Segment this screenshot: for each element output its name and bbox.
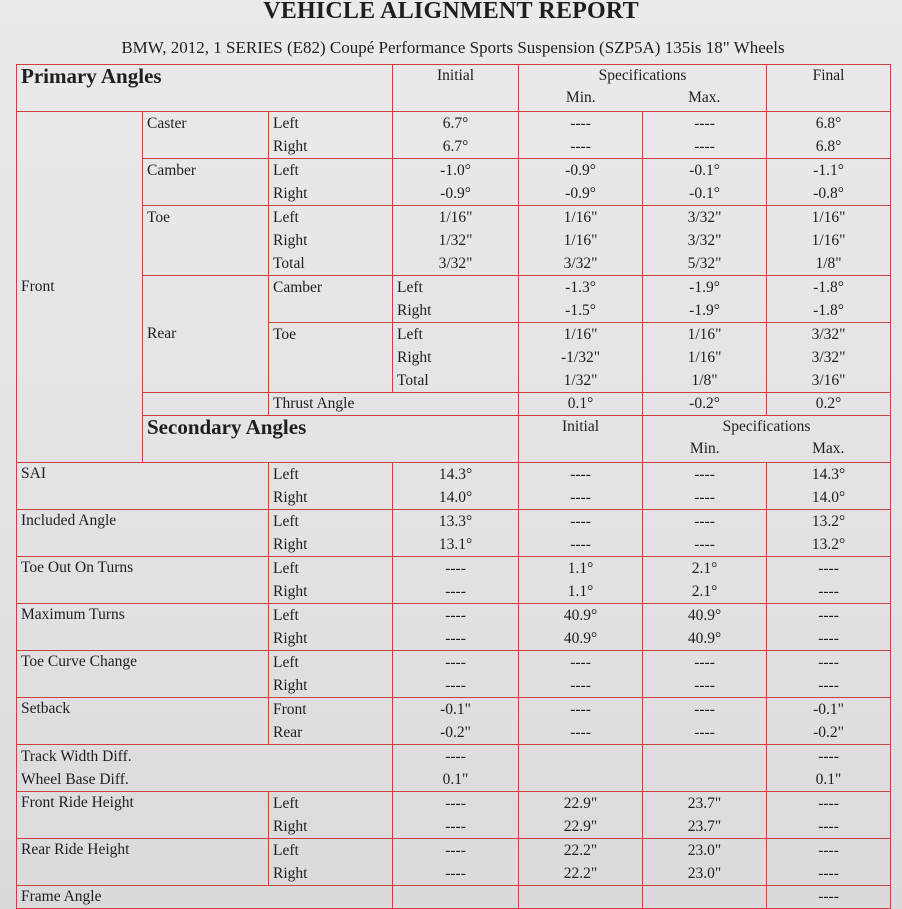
table-row — [17, 886, 891, 909]
toe-curve-min: ---- ---- — [519, 651, 643, 698]
toe-curve-initial: ---- ---- — [393, 651, 519, 698]
secondary-initial-header: Initial — [519, 416, 643, 463]
rear-label: Rear — [143, 276, 269, 393]
included-angle-initial: 13.3° 13.1° — [393, 510, 519, 557]
sai-final: 14.3° 14.0° — [767, 463, 891, 510]
primary-spec-header — [519, 65, 767, 112]
setback-final: -0.1" -0.2" — [767, 698, 891, 745]
table-row — [17, 651, 891, 698]
toe-curve-final: ---- ---- — [767, 651, 891, 698]
thrust-blank — [143, 393, 269, 416]
sai-label: SAI — [17, 463, 269, 510]
toe-curve-max: ---- ---- — [643, 651, 767, 698]
front-toe-label: Toe — [143, 206, 269, 276]
frame-angle-initial-blank — [393, 886, 519, 909]
front-toe-final: 1/16" 1/16" 1/8" — [767, 206, 891, 276]
table-row — [17, 698, 891, 745]
caster-label: Caster — [143, 112, 269, 159]
max-turns-final: ---- ---- — [767, 604, 891, 651]
frame-angle-label: Frame Angle — [17, 886, 393, 909]
rear-camber-initial: -1.3° -1.5° — [519, 276, 643, 323]
toe-out-max: 2.1° 2.1° — [643, 557, 767, 604]
front-toe-sides: Left Right Total — [269, 206, 393, 276]
included-angle-final: 13.2° 13.2° — [767, 510, 891, 557]
caster-initial: 6.7° 6.7° — [393, 112, 519, 159]
front-camber-final: -1.1° -0.8° — [767, 159, 891, 206]
secondary-spec-header — [643, 416, 891, 463]
rear-camber-min: -1.9° -1.9° — [643, 276, 767, 323]
primary-min-label: Min. — [565, 89, 596, 106]
thrust-angle-label: Thrust Angle — [269, 393, 519, 416]
max-turns-sides: Left Right — [269, 604, 393, 651]
toe-curve-change-label: Toe Curve Change — [17, 651, 269, 698]
included-angle-label: Included Angle — [17, 510, 269, 557]
rear-toe-min: 1/16" 1/16" 1/8" — [643, 323, 767, 393]
rear-ride-min: 22.2" 22.2" — [519, 839, 643, 886]
wheel-base-label: Wheel Base Diff. — [21, 771, 129, 788]
rear-toe-max: 3/32" 3/32" 3/16" — [767, 323, 891, 393]
track-width-label: Track Width Diff. — [21, 748, 132, 765]
rear-camber-label: Camber — [269, 276, 393, 323]
included-angle-sides: Left Right — [269, 510, 393, 557]
table-row — [17, 276, 891, 323]
toe-out-min: 1.1° 1.1° — [519, 557, 643, 604]
front-toe-initial: 1/16" 1/32" 3/32" — [393, 206, 519, 276]
primary-max-label: Max. — [688, 89, 721, 106]
front-label: Front — [17, 112, 143, 463]
sai-initial: 14.3° 14.0° — [393, 463, 519, 510]
table-row — [17, 112, 891, 159]
front-camber-max: -0.1° -0.1° — [643, 159, 767, 206]
primary-final-header: Final — [767, 65, 891, 112]
secondary-angles-heading: Secondary Angles — [143, 416, 519, 463]
table-row — [17, 159, 891, 206]
report-title: VEHICLE ALIGNMENT REPORT — [263, 0, 639, 24]
sai-sides: Left Right — [269, 463, 393, 510]
toe-out-sides: Left Right — [269, 557, 393, 604]
front-toe-max: 3/32" 3/32" 5/32" — [643, 206, 767, 276]
caster-max: ---- ---- — [643, 112, 767, 159]
vehicle-subtitle: BMW, 2012, 1 SERIES (E82) Coupé Performance Sports Suspension (SZP5A) 135is 18" Wheels — [121, 38, 785, 57]
toe-out-on-turns-label: Toe Out On Turns — [17, 557, 269, 604]
toe-out-initial: ---- ---- — [393, 557, 519, 604]
rear-toe-sides: Left Right Total — [393, 323, 519, 393]
max-turns-max: 40.9° 40.9° — [643, 604, 767, 651]
setback-sides: Front Rear — [269, 698, 393, 745]
included-angle-min: ---- ---- — [519, 510, 643, 557]
rear-toe-label: Toe — [269, 323, 393, 393]
table-row — [17, 557, 891, 604]
track-wheelbase-min-blank — [519, 745, 643, 792]
track-wheelbase-final: ---- 0.1" — [767, 745, 891, 792]
front-camber-initial: -1.0° -0.9° — [393, 159, 519, 206]
primary-minmax-labels — [519, 87, 766, 109]
secondary-spec-label: Specifications — [722, 418, 811, 435]
setback-max: ---- ---- — [643, 698, 767, 745]
rear-ride-final: ---- ---- — [767, 839, 891, 886]
front-toe-min: 1/16" 1/16" 3/32" — [519, 206, 643, 276]
rear-ride-height-label: Rear Ride Height — [17, 839, 269, 886]
front-ride-min: 22.9" 22.9" — [519, 792, 643, 839]
front-camber-label: Camber — [143, 159, 269, 206]
caster-sides: Left Right — [269, 112, 393, 159]
front-ride-sides: Left Right — [269, 792, 393, 839]
setback-label: Setback — [17, 698, 269, 745]
table-row — [17, 206, 891, 276]
primary-initial-header: Initial — [393, 65, 519, 112]
sai-max: ---- ---- — [643, 463, 767, 510]
track-wheelbase-max-blank — [643, 745, 767, 792]
front-ride-max: 23.7" 23.7" — [643, 792, 767, 839]
toe-out-final: ---- ---- — [767, 557, 891, 604]
frame-angle-final: ---- — [767, 886, 891, 909]
sai-min: ---- ---- — [519, 463, 643, 510]
primary-header-row — [17, 65, 891, 112]
rear-camber-max: -1.8° -1.8° — [767, 276, 891, 323]
front-ride-height-label: Front Ride Height — [17, 792, 269, 839]
front-ride-initial: ---- ---- — [393, 792, 519, 839]
alignment-table — [16, 64, 891, 909]
front-ride-final: ---- ---- — [767, 792, 891, 839]
table-row — [17, 792, 891, 839]
track-wheelbase-initial: ---- 0.1" — [393, 745, 519, 792]
setback-initial: -0.1" -0.2" — [393, 698, 519, 745]
rear-toe-initial: 1/16" -1/32" 1/32" — [519, 323, 643, 393]
thrust-initial: 0.1° — [519, 393, 643, 416]
caster-min: ---- ---- — [519, 112, 643, 159]
secondary-max-label: Max. — [812, 440, 845, 457]
setback-min: ---- ---- — [519, 698, 643, 745]
secondary-minmax-labels — [643, 438, 890, 460]
max-turns-min: 40.9° 40.9° — [519, 604, 643, 651]
table-row — [17, 745, 891, 792]
rear-ride-sides: Left Right — [269, 839, 393, 886]
primary-angles-heading: Primary Angles — [17, 65, 393, 112]
table-row — [17, 510, 891, 557]
rear-camber-sides: Left Right — [393, 276, 519, 323]
table-row — [17, 463, 891, 510]
table-row — [17, 604, 891, 651]
secondary-header-row — [17, 416, 891, 463]
table-row — [17, 839, 891, 886]
frame-angle-min-blank — [519, 886, 643, 909]
primary-spec-label: Specifications — [598, 67, 687, 84]
thrust-min: -0.2° — [643, 393, 767, 416]
track-wheelbase-labels — [17, 745, 393, 792]
rear-ride-max: 23.0" 23.0" — [643, 839, 767, 886]
thrust-max: 0.2° — [767, 393, 891, 416]
max-turns-initial: ---- ---- — [393, 604, 519, 651]
table-row — [17, 393, 891, 416]
secondary-min-label: Min. — [689, 440, 720, 457]
frame-angle-max-blank — [643, 886, 767, 909]
front-camber-sides: Left Right — [269, 159, 393, 206]
toe-curve-sides: Left Right — [269, 651, 393, 698]
maximum-turns-label: Maximum Turns — [17, 604, 269, 651]
included-angle-max: ---- ---- — [643, 510, 767, 557]
rear-ride-initial: ---- ---- — [393, 839, 519, 886]
front-camber-min: -0.9° -0.9° — [519, 159, 643, 206]
caster-final: 6.8° 6.8° — [767, 112, 891, 159]
